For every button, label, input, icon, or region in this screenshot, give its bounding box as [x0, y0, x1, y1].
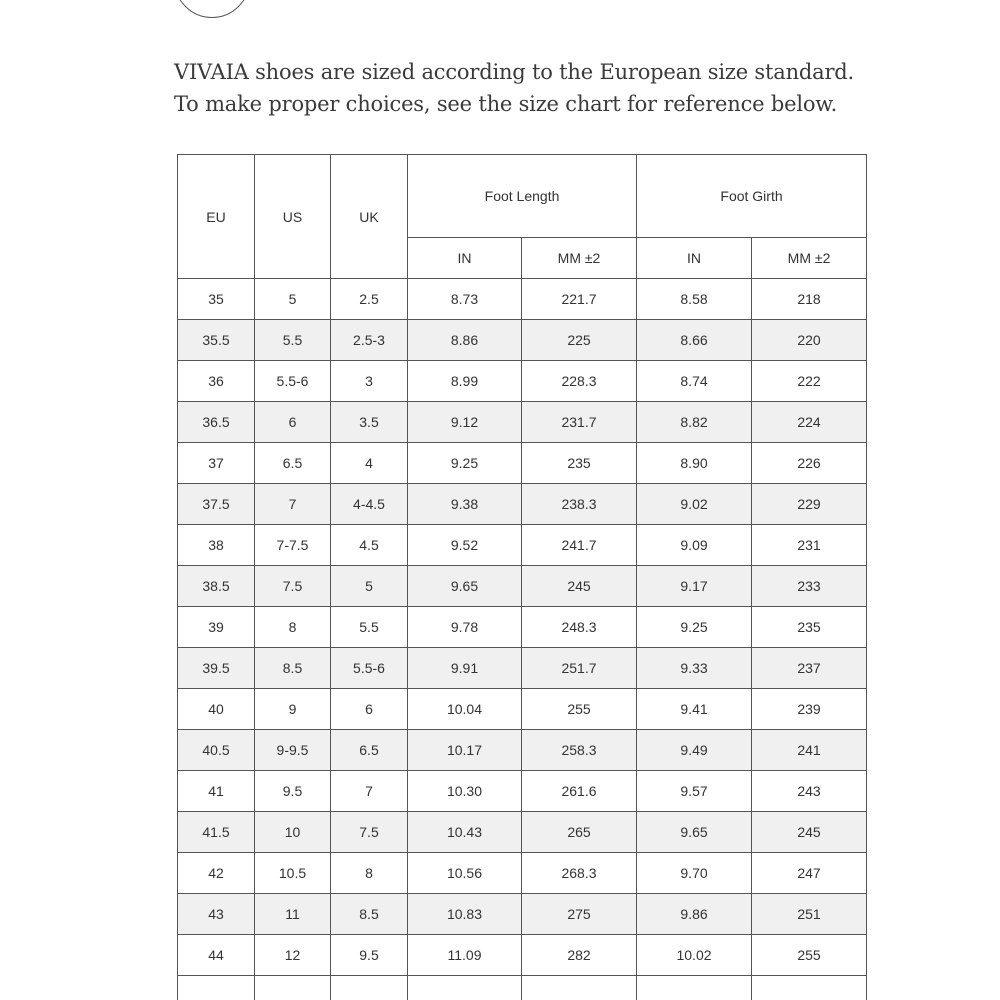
- cell-eu: 41: [178, 771, 255, 812]
- cell-length-mm: 265: [522, 812, 637, 853]
- cell-girth-in: 9.41: [637, 689, 752, 730]
- cell-us: 7.5: [255, 566, 331, 607]
- cell-length-in: 8.73: [408, 279, 522, 320]
- intro-text: [174, 56, 954, 120]
- table-row: [178, 771, 867, 812]
- header-row-1: [178, 155, 867, 238]
- cell-girth-in: 9.86: [637, 894, 752, 935]
- cell-girth-mm: 222: [752, 361, 867, 402]
- table-row: [178, 894, 867, 935]
- circle-decoration: [174, 0, 250, 18]
- cell-us: 10: [255, 812, 331, 853]
- cell-length-in: 10.30: [408, 771, 522, 812]
- cell-empty: [255, 976, 331, 1000]
- table-row: [178, 361, 867, 402]
- cell-uk: 7: [331, 771, 408, 812]
- cell-eu: 37.5: [178, 484, 255, 525]
- cell-length-mm: 228.3: [522, 361, 637, 402]
- header-foot-length: Foot Length: [408, 155, 637, 238]
- cell-length-in: 9.38: [408, 484, 522, 525]
- cell-girth-mm: 233: [752, 566, 867, 607]
- header-length-in: IN: [408, 238, 522, 279]
- cell-us: 9.5: [255, 771, 331, 812]
- intro-line-1: VIVAIA shoes are sized according to the European size standard.: [174, 60, 855, 84]
- cell-length-mm: 248.3: [522, 607, 637, 648]
- cell-girth-mm: 220: [752, 320, 867, 361]
- cell-empty: [331, 976, 408, 1000]
- cell-us: 6.5: [255, 443, 331, 484]
- cell-length-mm: 225: [522, 320, 637, 361]
- cell-us: 5: [255, 279, 331, 320]
- cell-length-mm: 238.3: [522, 484, 637, 525]
- cell-length-in: 10.56: [408, 853, 522, 894]
- cell-uk: 3.5: [331, 402, 408, 443]
- cell-eu: 39.5: [178, 648, 255, 689]
- size-rows: [178, 279, 867, 1000]
- header-length-mm: MM ±2: [522, 238, 637, 279]
- cell-uk: 2.5-3: [331, 320, 408, 361]
- cell-uk: 8.5: [331, 894, 408, 935]
- cell-us: 9: [255, 689, 331, 730]
- table-row: [178, 484, 867, 525]
- cell-us: 8.5: [255, 648, 331, 689]
- cell-uk: 3: [331, 361, 408, 402]
- cell-length-in: 9.78: [408, 607, 522, 648]
- cell-length-in: 10.83: [408, 894, 522, 935]
- cell-girth-mm: 241: [752, 730, 867, 771]
- cell-length-in: 9.12: [408, 402, 522, 443]
- cell-girth-in: 9.17: [637, 566, 752, 607]
- cell-girth-mm: 224: [752, 402, 867, 443]
- cell-girth-in: 8.90: [637, 443, 752, 484]
- header-eu: EU: [178, 155, 255, 279]
- header-girth-in: IN: [637, 238, 752, 279]
- cell-girth-mm: 243: [752, 771, 867, 812]
- cell-us: 5.5: [255, 320, 331, 361]
- cell-us: 7: [255, 484, 331, 525]
- cell-girth-mm: 245: [752, 812, 867, 853]
- cell-length-mm: 261.6: [522, 771, 637, 812]
- cell-eu: 36: [178, 361, 255, 402]
- table-row: [178, 730, 867, 771]
- table-row: [178, 935, 867, 976]
- cell-empty: [178, 976, 255, 1000]
- cell-empty: [408, 976, 522, 1000]
- cell-girth-mm: 229: [752, 484, 867, 525]
- cell-uk: 5: [331, 566, 408, 607]
- cell-girth-mm: 231: [752, 525, 867, 566]
- header-us: US: [255, 155, 331, 279]
- cell-girth-in: 8.74: [637, 361, 752, 402]
- table-row: [178, 853, 867, 894]
- table-row: [178, 689, 867, 730]
- cell-us: 12: [255, 935, 331, 976]
- cell-girth-mm: 239: [752, 689, 867, 730]
- cell-girth-mm: 247: [752, 853, 867, 894]
- cell-uk: 5.5: [331, 607, 408, 648]
- cell-length-mm: 275: [522, 894, 637, 935]
- cell-uk: 5.5-6: [331, 648, 408, 689]
- table-row: [178, 648, 867, 689]
- table-row: [178, 607, 867, 648]
- cell-length-in: 9.91: [408, 648, 522, 689]
- cell-length-in: 10.04: [408, 689, 522, 730]
- table-row: [178, 566, 867, 607]
- cell-uk: 7.5: [331, 812, 408, 853]
- cell-eu: 40: [178, 689, 255, 730]
- table-row: [178, 402, 867, 443]
- cell-length-mm: 251.7: [522, 648, 637, 689]
- cell-eu: 44: [178, 935, 255, 976]
- cell-empty: [637, 976, 752, 1000]
- cell-uk: 4: [331, 443, 408, 484]
- cell-length-in: 9.25: [408, 443, 522, 484]
- size-chart-table: [177, 154, 867, 1000]
- cell-length-in: 10.17: [408, 730, 522, 771]
- cell-length-mm: 258.3: [522, 730, 637, 771]
- table-row: [178, 279, 867, 320]
- cell-uk: 6.5: [331, 730, 408, 771]
- cell-eu: 38: [178, 525, 255, 566]
- cell-uk: 6: [331, 689, 408, 730]
- cell-girth-in: 9.49: [637, 730, 752, 771]
- cell-uk: 4.5: [331, 525, 408, 566]
- cell-length-in: 11.09: [408, 935, 522, 976]
- cell-empty: [752, 976, 867, 1000]
- cell-girth-in: 9.70: [637, 853, 752, 894]
- cell-eu: 35.5: [178, 320, 255, 361]
- cell-girth-in: 9.02: [637, 484, 752, 525]
- cell-eu: 42: [178, 853, 255, 894]
- cell-empty: [522, 976, 637, 1000]
- cell-eu: 40.5: [178, 730, 255, 771]
- cell-length-in: 9.52: [408, 525, 522, 566]
- cell-eu: 39: [178, 607, 255, 648]
- cell-length-mm: 268.3: [522, 853, 637, 894]
- cell-eu: 35: [178, 279, 255, 320]
- cell-us: 9-9.5: [255, 730, 331, 771]
- cell-us: 7-7.5: [255, 525, 331, 566]
- cell-length-mm: 221.7: [522, 279, 637, 320]
- cell-girth-mm: 226: [752, 443, 867, 484]
- cell-eu: 36.5: [178, 402, 255, 443]
- cell-uk: 2.5: [331, 279, 408, 320]
- cell-length-mm: 255: [522, 689, 637, 730]
- cell-eu: 43: [178, 894, 255, 935]
- cell-us: 6: [255, 402, 331, 443]
- cell-eu: 41.5: [178, 812, 255, 853]
- cell-girth-in: 8.66: [637, 320, 752, 361]
- table-row: [178, 443, 867, 484]
- intro-line-2: To make proper choices, see the size chart for reference below.: [174, 92, 838, 116]
- cell-girth-in: 9.25: [637, 607, 752, 648]
- cell-girth-in: 9.65: [637, 812, 752, 853]
- cell-length-mm: 282: [522, 935, 637, 976]
- cell-length-in: 10.43: [408, 812, 522, 853]
- cell-uk: 8: [331, 853, 408, 894]
- cell-girth-in: 8.58: [637, 279, 752, 320]
- cell-length-in: 9.65: [408, 566, 522, 607]
- header-girth-mm: MM ±2: [752, 238, 867, 279]
- header-uk: UK: [331, 155, 408, 279]
- cell-length-in: 8.86: [408, 320, 522, 361]
- cell-girth-mm: 235: [752, 607, 867, 648]
- cell-uk: 4-4.5: [331, 484, 408, 525]
- cell-girth-mm: 255: [752, 935, 867, 976]
- cell-girth-in: 9.09: [637, 525, 752, 566]
- cell-us: 10.5: [255, 853, 331, 894]
- cell-girth-mm: 237: [752, 648, 867, 689]
- table-row: [178, 320, 867, 361]
- cell-length-mm: 235: [522, 443, 637, 484]
- cell-girth-in: 9.57: [637, 771, 752, 812]
- cell-girth-in: 10.02: [637, 935, 752, 976]
- cell-uk: 9.5: [331, 935, 408, 976]
- cell-girth-mm: 218: [752, 279, 867, 320]
- cell-length-mm: 231.7: [522, 402, 637, 443]
- cell-length-mm: 241.7: [522, 525, 637, 566]
- cell-length-in: 8.99: [408, 361, 522, 402]
- cell-eu: 38.5: [178, 566, 255, 607]
- table-row: [178, 812, 867, 853]
- cell-eu: 37: [178, 443, 255, 484]
- cell-girth-in: 8.82: [637, 402, 752, 443]
- table-row-cutoff: [178, 976, 867, 1000]
- table-row: [178, 525, 867, 566]
- header-foot-girth: Foot Girth: [637, 155, 867, 238]
- cell-length-mm: 245: [522, 566, 637, 607]
- cell-us: 11: [255, 894, 331, 935]
- cell-us: 8: [255, 607, 331, 648]
- cell-us: 5.5-6: [255, 361, 331, 402]
- cell-girth-in: 9.33: [637, 648, 752, 689]
- cell-girth-mm: 251: [752, 894, 867, 935]
